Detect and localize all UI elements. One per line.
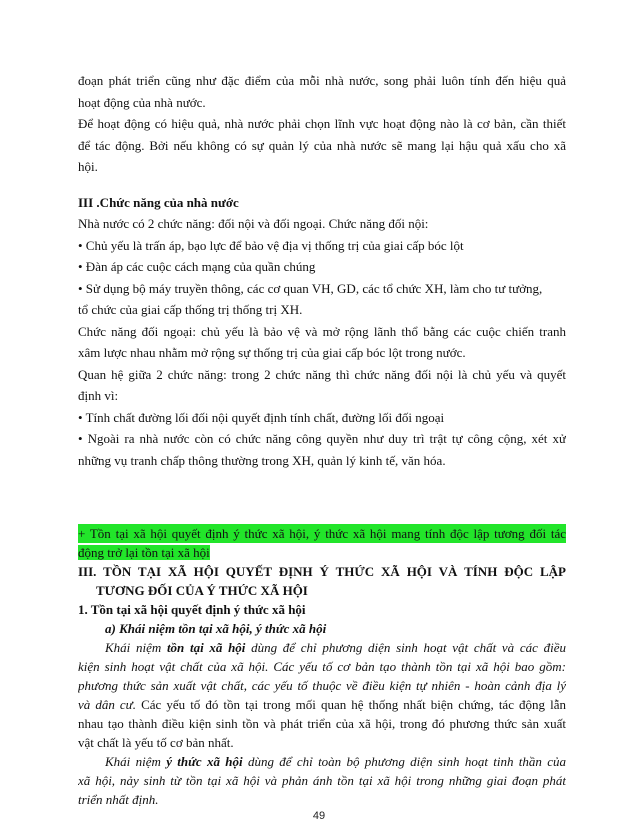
bullet-item: tổ chức của giai cấp thống trị thống trị XH. — [78, 302, 303, 317]
paragraph-line: Nhà nước có 2 chức năng: đối nội và đối ngoại. Chức năng đối nội: — [78, 216, 429, 231]
definition-text: Các yếu tố đó tồn tại trong mối quan hệ thống nhất biện chứng, tác động lẫn — [136, 697, 566, 712]
highlighted-line: + Tồn tại xã hội quyết định ý thức xã hội, ý thức xã hội mang tính độc lập tương đối tác — [78, 526, 566, 541]
highlighted-text: động trở lại tồn tại xã hội — [78, 545, 210, 560]
definition-term: tồn tại xã hội — [166, 640, 246, 655]
definition-prefix: Khái niệm — [105, 754, 167, 769]
highlighted-line — [78, 543, 210, 562]
bullet-item: • Đàn áp các cuộc cách mạng của quần chúng — [78, 259, 316, 274]
paragraph-line: vật chất là yếu tố cơ bản nhất. — [78, 735, 234, 750]
definition-line — [105, 752, 566, 771]
subsection-heading: 1. Tồn tại xã hội quyết định ý thức xã hội — [78, 602, 306, 617]
bullet-item: • Tính chất đường lối đối nội quyết định tính chất, đường lối đối ngoại — [78, 410, 445, 425]
definition-prefix: Khái niệm — [105, 640, 167, 655]
section-heading: III .Chức năng của nhà nước — [78, 195, 239, 210]
bullet-item: những vụ tranh chấp thông thường trong XH, quản lý kinh tế, văn hóa. — [78, 453, 446, 468]
section-heading: III. TỒN TẠI XÃ HỘI QUYẾT ĐỊNH Ý THỨC XÃ HỘI VÀ TÍNH ĐỘC LẬP — [78, 564, 566, 579]
subsection-heading: a) Khái niệm tồn tại xã hội, ý thức xã hội — [105, 621, 327, 636]
definition-line — [78, 695, 566, 714]
definition-line — [105, 638, 566, 657]
bullet-item: • Ngoài ra nhà nước còn có chức năng công quyền như duy trì trật tự công cộng, xét xử — [78, 431, 566, 446]
paragraph-line: hoạt động của nhà nước. — [78, 95, 206, 110]
definition-text: dùng để chỉ toàn bộ phương diện sinh hoạt tinh thần của — [242, 754, 566, 769]
definition-term: ý thức xã hội — [166, 754, 243, 769]
section-heading: TƯƠNG ĐỐI CỦA Ý THỨC XÃ HỘI — [96, 583, 308, 598]
paragraph-line: Quan hệ giữa 2 chức năng: trong 2 chức năng thì chức năng đối nội là chủ yếu và quyết — [78, 367, 566, 382]
page-number: 49 — [312, 810, 326, 822]
definition-line: kiện sinh hoạt vật chất của xã hội. Các yếu tố cơ bản tạo thành tồn tại xã hội bao gồm: — [78, 659, 566, 674]
definition-line: xã hội, nảy sinh từ tồn tại xã hội và phản ánh tồn tại xã hội trong những giai đoạn phát — [78, 773, 566, 788]
paragraph-line: hội. — [78, 159, 98, 174]
paragraph-line: Để hoạt động có hiệu quả, nhà nước phải chọn lĩnh vực hoạt động nào là cơ bản, cần thiết — [78, 116, 566, 131]
paragraph-line: Chức năng đối ngoại: chủ yếu là bảo vệ và mở rộng lãnh thổ bằng các cuộc chiến tranh — [78, 324, 566, 339]
paragraph-line: đoạn phát triển cũng như đặc điểm của mỗi nhà nước, song phải luôn tính đến hiệu quả — [78, 73, 566, 88]
paragraph-line: để tác động. Bởi nếu không có sự quản lý của nhà nước sẽ mang lại hậu quả xấu cho xã — [78, 138, 566, 153]
paragraph-line: xâm lược nhau nhằm mở rộng sự thống trị của giai cấp bóc lột trong nước. — [78, 345, 466, 360]
definition-text: dùng để chỉ phương diện sinh hoạt vật chất và các điều — [245, 640, 566, 655]
bullet-item: • Sử dụng bộ máy truyền thông, các cơ quan VH, GD, các tổ chức XH, làm cho tư tưởng, — [78, 281, 543, 296]
paragraph-line: nhau tạo thành điều kiện sinh tồn và phát triển của xã hội, trong đó phương thức sản xuất — [78, 716, 566, 731]
definition-text: và dân cư. — [78, 697, 137, 712]
bullet-item: • Chủ yếu là trấn áp, bạo lực để bảo vệ địa vị thống trị của giai cấp bóc lột — [78, 238, 464, 253]
definition-line: triển nhất định. — [78, 792, 159, 807]
paragraph-line: định vì: — [78, 388, 119, 403]
definition-line: phương thức sản xuất vật chất, các yếu tố thuộc về điều kiện tự nhiên - hoàn cảnh địa lý — [78, 678, 566, 693]
